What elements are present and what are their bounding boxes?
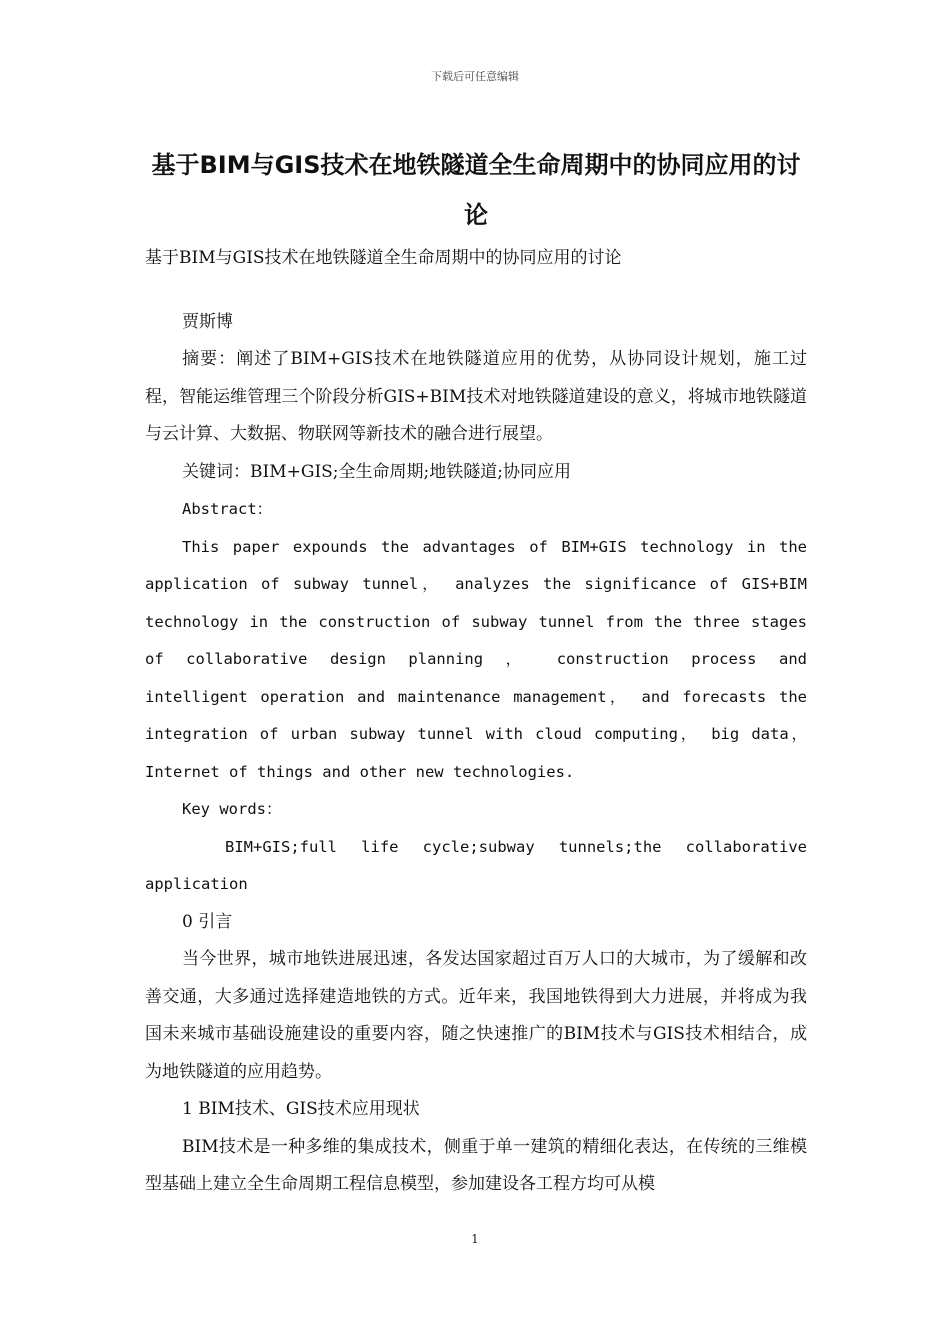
keywords-cn: 关键词：BIM+GIS;全生命周期;地铁隧道;协同应用 [182, 461, 571, 482]
document-body [145, 140, 807, 1204]
section-0-text: 当今世界，城市地铁进展迅速，各发达国家超过百万人口的大城市，为了缓解和改善交通，大多通过选择建造地铁的方式。近年来，我国地铁得到大力进展，并将成为我国未来城市基础设施建设的重要内容，随之快速推广的BIM技术与GIS技术相结合，成为地铁隧道的应用趋势。 [145, 949, 807, 1082]
header-note: 下载后可任意编辑 [431, 70, 519, 83]
abstract-en: This paper expounds the advantages of BIM+GIS technology in the application of subway tunnel， analyzes the significance of GIS+BIM technology in the construction of subway tunnel from the three stages of collaborative design planning ， construction process and intelligent operation and maintenance management， and forecasts the integration of urban subway tunnel with cloud computing， big data， Internet of things and other new technologies. [145, 537, 807, 781]
author-name: 贾斯博 [182, 312, 233, 332]
section-1-text: BIM技术是一种多维的集成技术，侧重于单一建筑的精细化表达，在传统的三维模型基础上建立全生命周期工程信息模型，参加建设各工程方均可从模 [145, 1136, 807, 1194]
document-subtitle: 基于BIM与GIS技术在地铁隧道全生命周期中的协同应用的讨论 [145, 248, 622, 268]
document-title: 基于BIM与GIS技术在地铁隧道全生命周期中的协同应用的讨论 [151, 151, 801, 229]
abstract-en-label: Abstract： [182, 500, 273, 518]
keywords-en: BIM+GIS;full life cycle;subway tunnels;the collaborative application [145, 837, 807, 893]
abstract-cn: 摘要：阐述了BIM+GIS技术在地铁隧道应用的优势，从协同设计规划，施工过程，智能运维管理三个阶段分析GIS+BIM技术对地铁隧道建设的意义，将城市地铁隧道与云计算、大数据、物联网等新技术的融合进行展望。 [145, 349, 807, 444]
keywords-en-label: Key words： [182, 800, 282, 818]
section-0-heading: 0 引言 [182, 911, 233, 932]
page-number: 1 [471, 1232, 479, 1246]
section-1-heading: 1 BIM技术、GIS技术应用现状 [182, 1099, 420, 1119]
